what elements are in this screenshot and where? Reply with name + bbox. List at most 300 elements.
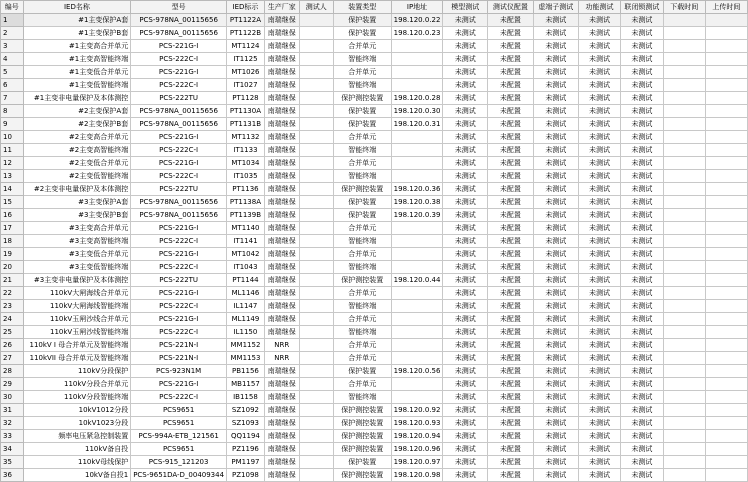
cell-virtual-terminal-test[interactable]: 未测试 (533, 196, 578, 209)
cell-tester[interactable] (299, 300, 333, 313)
cell-download-time[interactable] (663, 456, 705, 469)
column-header-ied-id[interactable]: IED标示 (227, 1, 265, 14)
cell-interlock-test[interactable]: 未测试 (621, 248, 664, 261)
cell-model[interactable]: PCS-222C-I (131, 79, 227, 92)
cell-ied-name[interactable]: #2主变高智能终端 (23, 144, 131, 157)
cell-ied-id[interactable]: PT1131B (227, 118, 265, 131)
cell-manufacturer[interactable]: 南瑞继保 (264, 157, 299, 170)
cell-function-test[interactable]: 未测试 (579, 144, 621, 157)
cell-tester-config[interactable]: 未配置 (488, 27, 533, 40)
column-header-index[interactable]: 编号 (1, 1, 24, 14)
cell-interlock-test[interactable]: 未测试 (621, 339, 664, 352)
cell-function-test[interactable]: 未测试 (579, 209, 621, 222)
cell-device-type[interactable]: 合并单元 (333, 222, 391, 235)
cell-tester-config[interactable]: 未配置 (488, 417, 533, 430)
cell-device-type[interactable]: 智能终端 (333, 144, 391, 157)
cell-ied-name[interactable]: 110kV玉闸沙线合并单元 (23, 313, 131, 326)
cell-ip-address[interactable]: 198.120.0.93 (391, 417, 443, 430)
cell-interlock-test[interactable]: 未测试 (621, 456, 664, 469)
cell-manufacturer[interactable]: 南瑞继保 (264, 313, 299, 326)
cell-model[interactable]: PCS-222TU (131, 183, 227, 196)
cell-ied-id[interactable]: PT1144 (227, 274, 265, 287)
cell-virtual-terminal-test[interactable]: 未测试 (533, 287, 578, 300)
cell-ied-name[interactable]: #3主变非电量保护及本体测控 (23, 274, 131, 287)
cell-function-test[interactable]: 未测试 (579, 131, 621, 144)
table-row[interactable] (1, 326, 748, 339)
cell-model-test[interactable]: 未测试 (443, 209, 488, 222)
cell-virtual-terminal-test[interactable]: 未测试 (533, 352, 578, 365)
cell-model[interactable]: PCS-978NA_00115656 (131, 105, 227, 118)
cell-ied-id[interactable]: MT1124 (227, 40, 265, 53)
cell-interlock-test[interactable]: 未测试 (621, 118, 664, 131)
cell-model[interactable]: PCS-978NA_00115656 (131, 118, 227, 131)
cell-virtual-terminal-test[interactable]: 未测试 (533, 209, 578, 222)
table-row[interactable] (1, 183, 748, 196)
cell-model-test[interactable]: 未测试 (443, 196, 488, 209)
cell-function-test[interactable]: 未测试 (579, 313, 621, 326)
cell-device-type[interactable]: 合并单元 (333, 66, 391, 79)
cell-ied-id[interactable]: IT1035 (227, 170, 265, 183)
cell-interlock-test[interactable]: 未测试 (621, 66, 664, 79)
cell-model-test[interactable]: 未测试 (443, 53, 488, 66)
cell-manufacturer[interactable]: 南瑞继保 (264, 79, 299, 92)
cell-interlock-test[interactable]: 未测试 (621, 209, 664, 222)
cell-tester-config[interactable]: 未配置 (488, 40, 533, 53)
cell-model-test[interactable]: 未测试 (443, 222, 488, 235)
table-row[interactable] (1, 144, 748, 157)
cell-index[interactable]: 22 (1, 287, 24, 300)
cell-model[interactable]: PCS9651 (131, 417, 227, 430)
cell-ied-name[interactable]: #1主变低合并单元 (23, 66, 131, 79)
cell-model-test[interactable]: 未测试 (443, 469, 488, 482)
cell-tester[interactable] (299, 183, 333, 196)
cell-tester-config[interactable]: 未配置 (488, 183, 533, 196)
cell-download-time[interactable] (663, 131, 705, 144)
cell-model[interactable]: PCS-222C-I (131, 261, 227, 274)
cell-manufacturer[interactable]: NRR (264, 339, 299, 352)
cell-upload-time[interactable] (705, 313, 747, 326)
table-row[interactable] (1, 235, 748, 248)
cell-ied-id[interactable]: ML1146 (227, 287, 265, 300)
cell-ip-address[interactable]: 198.120.0.31 (391, 118, 443, 131)
cell-ied-id[interactable]: MB1157 (227, 378, 265, 391)
cell-ied-name[interactable]: 110kV备自投 (23, 443, 131, 456)
cell-upload-time[interactable] (705, 157, 747, 170)
cell-manufacturer[interactable]: 南瑞继保 (264, 248, 299, 261)
cell-tester[interactable] (299, 131, 333, 144)
cell-tester[interactable] (299, 118, 333, 131)
cell-manufacturer[interactable]: 南瑞继保 (264, 209, 299, 222)
cell-download-time[interactable] (663, 430, 705, 443)
cell-tester[interactable] (299, 66, 333, 79)
table-row[interactable] (1, 27, 748, 40)
cell-tester[interactable] (299, 417, 333, 430)
cell-download-time[interactable] (663, 378, 705, 391)
cell-virtual-terminal-test[interactable]: 未测试 (533, 170, 578, 183)
cell-function-test[interactable]: 未测试 (579, 274, 621, 287)
cell-download-time[interactable] (663, 183, 705, 196)
cell-ied-name[interactable]: 110kV大闸海线合并单元 (23, 287, 131, 300)
cell-function-test[interactable]: 未测试 (579, 456, 621, 469)
cell-function-test[interactable]: 未测试 (579, 326, 621, 339)
cell-download-time[interactable] (663, 196, 705, 209)
cell-function-test[interactable]: 未测试 (579, 118, 621, 131)
cell-virtual-terminal-test[interactable]: 未测试 (533, 183, 578, 196)
cell-model-test[interactable]: 未测试 (443, 66, 488, 79)
cell-function-test[interactable]: 未测试 (579, 157, 621, 170)
cell-upload-time[interactable] (705, 235, 747, 248)
cell-interlock-test[interactable]: 未测试 (621, 443, 664, 456)
cell-ied-name[interactable]: 110kV分段合并单元 (23, 378, 131, 391)
cell-model-test[interactable]: 未测试 (443, 326, 488, 339)
cell-tester-config[interactable]: 未配置 (488, 66, 533, 79)
cell-device-type[interactable]: 保护装置 (333, 105, 391, 118)
cell-index[interactable]: 17 (1, 222, 24, 235)
cell-model-test[interactable]: 未测试 (443, 131, 488, 144)
cell-tester[interactable] (299, 274, 333, 287)
cell-model[interactable]: PCS-222C-I (131, 300, 227, 313)
cell-ip-address[interactable]: 198.120.0.38 (391, 196, 443, 209)
cell-model-test[interactable]: 未测试 (443, 105, 488, 118)
cell-tester[interactable] (299, 287, 333, 300)
cell-device-type[interactable]: 保护测控装置 (333, 417, 391, 430)
cell-tester-config[interactable]: 未配置 (488, 92, 533, 105)
table-row[interactable] (1, 157, 748, 170)
cell-ied-id[interactable]: IT1133 (227, 144, 265, 157)
cell-function-test[interactable]: 未测试 (579, 79, 621, 92)
cell-tester-config[interactable]: 未配置 (488, 352, 533, 365)
cell-index[interactable]: 12 (1, 157, 24, 170)
cell-ied-name[interactable]: #3主变保护B套 (23, 209, 131, 222)
cell-upload-time[interactable] (705, 378, 747, 391)
cell-device-type[interactable]: 合并单元 (333, 131, 391, 144)
cell-model[interactable]: PCS-9651DA-D_00409344 (131, 469, 227, 482)
cell-index[interactable]: 20 (1, 261, 24, 274)
cell-virtual-terminal-test[interactable]: 未测试 (533, 417, 578, 430)
cell-manufacturer[interactable]: 南瑞继保 (264, 274, 299, 287)
cell-virtual-terminal-test[interactable]: 未测试 (533, 313, 578, 326)
cell-tester-config[interactable]: 未配置 (488, 378, 533, 391)
cell-ip-address[interactable]: 198.120.0.96 (391, 443, 443, 456)
cell-upload-time[interactable] (705, 92, 747, 105)
table-row[interactable] (1, 443, 748, 456)
column-header-download-time[interactable]: 下载时间 (663, 1, 705, 14)
cell-virtual-terminal-test[interactable]: 未测试 (533, 66, 578, 79)
cell-index[interactable]: 16 (1, 209, 24, 222)
cell-interlock-test[interactable]: 未测试 (621, 391, 664, 404)
cell-tester[interactable] (299, 339, 333, 352)
cell-device-type[interactable]: 合并单元 (333, 352, 391, 365)
cell-ied-id[interactable]: PM1197 (227, 456, 265, 469)
cell-tester-config[interactable]: 未配置 (488, 248, 533, 261)
cell-ied-id[interactable]: PT1130A (227, 105, 265, 118)
cell-upload-time[interactable] (705, 430, 747, 443)
cell-function-test[interactable]: 未测试 (579, 40, 621, 53)
cell-function-test[interactable]: 未测试 (579, 66, 621, 79)
cell-upload-time[interactable] (705, 196, 747, 209)
cell-ip-address[interactable]: 198.120.0.44 (391, 274, 443, 287)
cell-index[interactable]: 10 (1, 131, 24, 144)
cell-ied-id[interactable]: PT1128 (227, 92, 265, 105)
cell-download-time[interactable] (663, 300, 705, 313)
cell-upload-time[interactable] (705, 118, 747, 131)
cell-tester[interactable] (299, 391, 333, 404)
cell-tester-config[interactable]: 未配置 (488, 287, 533, 300)
cell-model-test[interactable]: 未测试 (443, 79, 488, 92)
cell-interlock-test[interactable]: 未测试 (621, 313, 664, 326)
cell-ied-name[interactable]: #2主变低合并单元 (23, 157, 131, 170)
cell-device-type[interactable]: 智能终端 (333, 261, 391, 274)
cell-tester-config[interactable]: 未配置 (488, 430, 533, 443)
cell-tester[interactable] (299, 144, 333, 157)
cell-ied-id[interactable]: IT1043 (227, 261, 265, 274)
cell-ied-id[interactable]: IB1158 (227, 391, 265, 404)
cell-manufacturer[interactable]: 南瑞继保 (264, 326, 299, 339)
cell-virtual-terminal-test[interactable]: 未测试 (533, 105, 578, 118)
cell-index[interactable]: 19 (1, 248, 24, 261)
cell-model[interactable]: PCS-222C-I (131, 391, 227, 404)
cell-model-test[interactable]: 未测试 (443, 365, 488, 378)
table-row[interactable] (1, 92, 748, 105)
cell-tester-config[interactable]: 未配置 (488, 144, 533, 157)
cell-device-type[interactable]: 合并单元 (333, 248, 391, 261)
cell-manufacturer[interactable]: 南瑞继保 (264, 300, 299, 313)
cell-device-type[interactable]: 智能终端 (333, 235, 391, 248)
cell-upload-time[interactable] (705, 66, 747, 79)
cell-virtual-terminal-test[interactable]: 未测试 (533, 456, 578, 469)
cell-tester[interactable] (299, 27, 333, 40)
table-row[interactable] (1, 274, 748, 287)
cell-virtual-terminal-test[interactable]: 未测试 (533, 404, 578, 417)
cell-interlock-test[interactable]: 未测试 (621, 261, 664, 274)
cell-index[interactable]: 15 (1, 196, 24, 209)
cell-model-test[interactable]: 未测试 (443, 14, 488, 27)
cell-manufacturer[interactable]: 南瑞继保 (264, 196, 299, 209)
cell-ied-name[interactable]: 10kV1023分段 (23, 417, 131, 430)
table-row[interactable] (1, 248, 748, 261)
cell-interlock-test[interactable]: 未测试 (621, 222, 664, 235)
cell-function-test[interactable]: 未测试 (579, 391, 621, 404)
cell-model[interactable]: PCS-221G-I (131, 131, 227, 144)
cell-tester[interactable] (299, 40, 333, 53)
table-row[interactable] (1, 404, 748, 417)
table-row[interactable] (1, 430, 748, 443)
cell-function-test[interactable]: 未测试 (579, 378, 621, 391)
cell-ied-name[interactable]: #1主变高合并单元 (23, 40, 131, 53)
column-header-ip-address[interactable]: IP地址 (391, 1, 443, 14)
cell-upload-time[interactable] (705, 300, 747, 313)
cell-interlock-test[interactable]: 未测试 (621, 430, 664, 443)
table-row[interactable] (1, 378, 748, 391)
cell-function-test[interactable]: 未测试 (579, 183, 621, 196)
column-header-tester-config[interactable]: 测试仪配置 (488, 1, 533, 14)
cell-tester[interactable] (299, 456, 333, 469)
cell-tester-config[interactable]: 未配置 (488, 456, 533, 469)
cell-function-test[interactable]: 未测试 (579, 404, 621, 417)
cell-device-type[interactable]: 合并单元 (333, 378, 391, 391)
cell-model[interactable]: PCS-222C-I (131, 53, 227, 66)
cell-interlock-test[interactable]: 未测试 (621, 53, 664, 66)
cell-device-type[interactable]: 智能终端 (333, 326, 391, 339)
table-row[interactable] (1, 417, 748, 430)
cell-upload-time[interactable] (705, 274, 747, 287)
cell-ied-name[interactable]: 10kV备自投1 (23, 469, 131, 482)
cell-tester-config[interactable]: 未配置 (488, 300, 533, 313)
cell-download-time[interactable] (663, 469, 705, 482)
column-header-ied-name[interactable]: IED名称 (23, 1, 131, 14)
cell-manufacturer[interactable]: 南瑞继保 (264, 222, 299, 235)
cell-upload-time[interactable] (705, 417, 747, 430)
cell-ied-name[interactable]: 10kV1012分段 (23, 404, 131, 417)
cell-virtual-terminal-test[interactable]: 未测试 (533, 131, 578, 144)
cell-download-time[interactable] (663, 79, 705, 92)
cell-virtual-terminal-test[interactable]: 未测试 (533, 469, 578, 482)
cell-upload-time[interactable] (705, 339, 747, 352)
cell-manufacturer[interactable]: 南瑞继保 (264, 391, 299, 404)
cell-device-type[interactable]: 保护装置 (333, 209, 391, 222)
cell-download-time[interactable] (663, 40, 705, 53)
cell-virtual-terminal-test[interactable]: 未测试 (533, 144, 578, 157)
cell-model[interactable]: PCS-222C-I (131, 326, 227, 339)
cell-tester-config[interactable]: 未配置 (488, 196, 533, 209)
cell-ied-id[interactable]: SZ1093 (227, 417, 265, 430)
cell-model[interactable]: PCS-994A-ETB_121561 (131, 430, 227, 443)
cell-tester-config[interactable]: 未配置 (488, 118, 533, 131)
cell-tester-config[interactable]: 未配置 (488, 326, 533, 339)
cell-ip-address[interactable]: 198.120.0.39 (391, 209, 443, 222)
cell-ied-id[interactable]: IT1125 (227, 53, 265, 66)
cell-ip-address[interactable] (391, 261, 443, 274)
cell-tester[interactable] (299, 313, 333, 326)
cell-tester-config[interactable]: 未配置 (488, 404, 533, 417)
cell-virtual-terminal-test[interactable]: 未测试 (533, 118, 578, 131)
table-row[interactable] (1, 14, 748, 27)
cell-ip-address[interactable] (391, 326, 443, 339)
cell-model[interactable]: PCS-221G-I (131, 378, 227, 391)
cell-download-time[interactable] (663, 53, 705, 66)
cell-virtual-terminal-test[interactable]: 未测试 (533, 261, 578, 274)
cell-upload-time[interactable] (705, 53, 747, 66)
cell-interlock-test[interactable]: 未测试 (621, 170, 664, 183)
cell-device-type[interactable]: 合并单元 (333, 313, 391, 326)
cell-download-time[interactable] (663, 235, 705, 248)
cell-virtual-terminal-test[interactable]: 未测试 (533, 300, 578, 313)
cell-model[interactable]: PCS-222C-I (131, 235, 227, 248)
cell-index[interactable]: 21 (1, 274, 24, 287)
cell-model[interactable]: PCS-221G-I (131, 287, 227, 300)
cell-virtual-terminal-test[interactable]: 未测试 (533, 222, 578, 235)
cell-manufacturer[interactable]: 南瑞继保 (264, 118, 299, 131)
cell-download-time[interactable] (663, 339, 705, 352)
cell-ied-id[interactable]: PT1122B (227, 27, 265, 40)
cell-virtual-terminal-test[interactable]: 未测试 (533, 14, 578, 27)
cell-ied-id[interactable]: MM1153 (227, 352, 265, 365)
cell-ied-name[interactable]: #1主变保护A套 (23, 14, 131, 27)
cell-virtual-terminal-test[interactable]: 未测试 (533, 248, 578, 261)
cell-interlock-test[interactable]: 未测试 (621, 196, 664, 209)
cell-index[interactable]: 28 (1, 365, 24, 378)
cell-manufacturer[interactable]: 南瑞继保 (264, 27, 299, 40)
cell-ied-id[interactable]: IL1147 (227, 300, 265, 313)
cell-ip-address[interactable] (391, 287, 443, 300)
cell-interlock-test[interactable]: 未测试 (621, 157, 664, 170)
cell-device-type[interactable]: 保护装置 (333, 196, 391, 209)
cell-upload-time[interactable] (705, 404, 747, 417)
cell-function-test[interactable]: 未测试 (579, 92, 621, 105)
cell-index[interactable]: 3 (1, 40, 24, 53)
cell-virtual-terminal-test[interactable]: 未测试 (533, 79, 578, 92)
cell-model[interactable]: PCS-221G-I (131, 157, 227, 170)
cell-ip-address[interactable]: 198.120.0.23 (391, 27, 443, 40)
cell-interlock-test[interactable]: 未测试 (621, 40, 664, 53)
cell-manufacturer[interactable]: 南瑞继保 (264, 430, 299, 443)
cell-index[interactable]: 14 (1, 183, 24, 196)
cell-ied-id[interactable]: PB1156 (227, 365, 265, 378)
cell-download-time[interactable] (663, 170, 705, 183)
cell-download-time[interactable] (663, 66, 705, 79)
cell-manufacturer[interactable]: 南瑞继保 (264, 417, 299, 430)
cell-tester[interactable] (299, 170, 333, 183)
cell-ied-id[interactable]: PT1122A (227, 14, 265, 27)
cell-ip-address[interactable] (391, 248, 443, 261)
cell-index[interactable]: 26 (1, 339, 24, 352)
cell-ip-address[interactable]: 198.120.0.98 (391, 469, 443, 482)
cell-tester-config[interactable]: 未配置 (488, 105, 533, 118)
cell-ip-address[interactable] (391, 157, 443, 170)
cell-download-time[interactable] (663, 14, 705, 27)
cell-ied-name[interactable]: #1主变高智能终端 (23, 53, 131, 66)
cell-download-time[interactable] (663, 417, 705, 430)
cell-ip-address[interactable] (391, 222, 443, 235)
cell-ip-address[interactable] (391, 352, 443, 365)
cell-upload-time[interactable] (705, 365, 747, 378)
cell-tester-config[interactable]: 未配置 (488, 313, 533, 326)
cell-function-test[interactable]: 未测试 (579, 300, 621, 313)
cell-index[interactable]: 11 (1, 144, 24, 157)
cell-function-test[interactable]: 未测试 (579, 469, 621, 482)
cell-tester-config[interactable]: 未配置 (488, 222, 533, 235)
cell-upload-time[interactable] (705, 287, 747, 300)
cell-tester[interactable] (299, 92, 333, 105)
column-header-model-test[interactable]: 模型测试 (443, 1, 488, 14)
cell-ied-name[interactable]: #3主变高智能终端 (23, 235, 131, 248)
cell-ied-id[interactable]: PT1138A (227, 196, 265, 209)
cell-function-test[interactable]: 未测试 (579, 417, 621, 430)
cell-ied-name[interactable]: #2主变保护A套 (23, 105, 131, 118)
cell-index[interactable]: 36 (1, 469, 24, 482)
cell-upload-time[interactable] (705, 222, 747, 235)
cell-interlock-test[interactable]: 未测试 (621, 79, 664, 92)
cell-ip-address[interactable] (391, 144, 443, 157)
cell-model-test[interactable]: 未测试 (443, 92, 488, 105)
cell-ip-address[interactable] (391, 40, 443, 53)
cell-index[interactable]: 13 (1, 170, 24, 183)
cell-tester-config[interactable]: 未配置 (488, 261, 533, 274)
cell-tester-config[interactable]: 未配置 (488, 339, 533, 352)
cell-model-test[interactable]: 未测试 (443, 300, 488, 313)
cell-device-type[interactable]: 智能终端 (333, 391, 391, 404)
cell-interlock-test[interactable]: 未测试 (621, 326, 664, 339)
cell-model[interactable]: PCS-222TU (131, 274, 227, 287)
cell-ied-name[interactable]: 110kV分段智能终端 (23, 391, 131, 404)
cell-upload-time[interactable] (705, 326, 747, 339)
cell-ip-address[interactable] (391, 79, 443, 92)
cell-upload-time[interactable] (705, 261, 747, 274)
cell-ip-address[interactable] (391, 66, 443, 79)
cell-tester-config[interactable]: 未配置 (488, 365, 533, 378)
cell-ied-name[interactable]: #2主变低智能终端 (23, 170, 131, 183)
cell-manufacturer[interactable]: 南瑞继保 (264, 287, 299, 300)
